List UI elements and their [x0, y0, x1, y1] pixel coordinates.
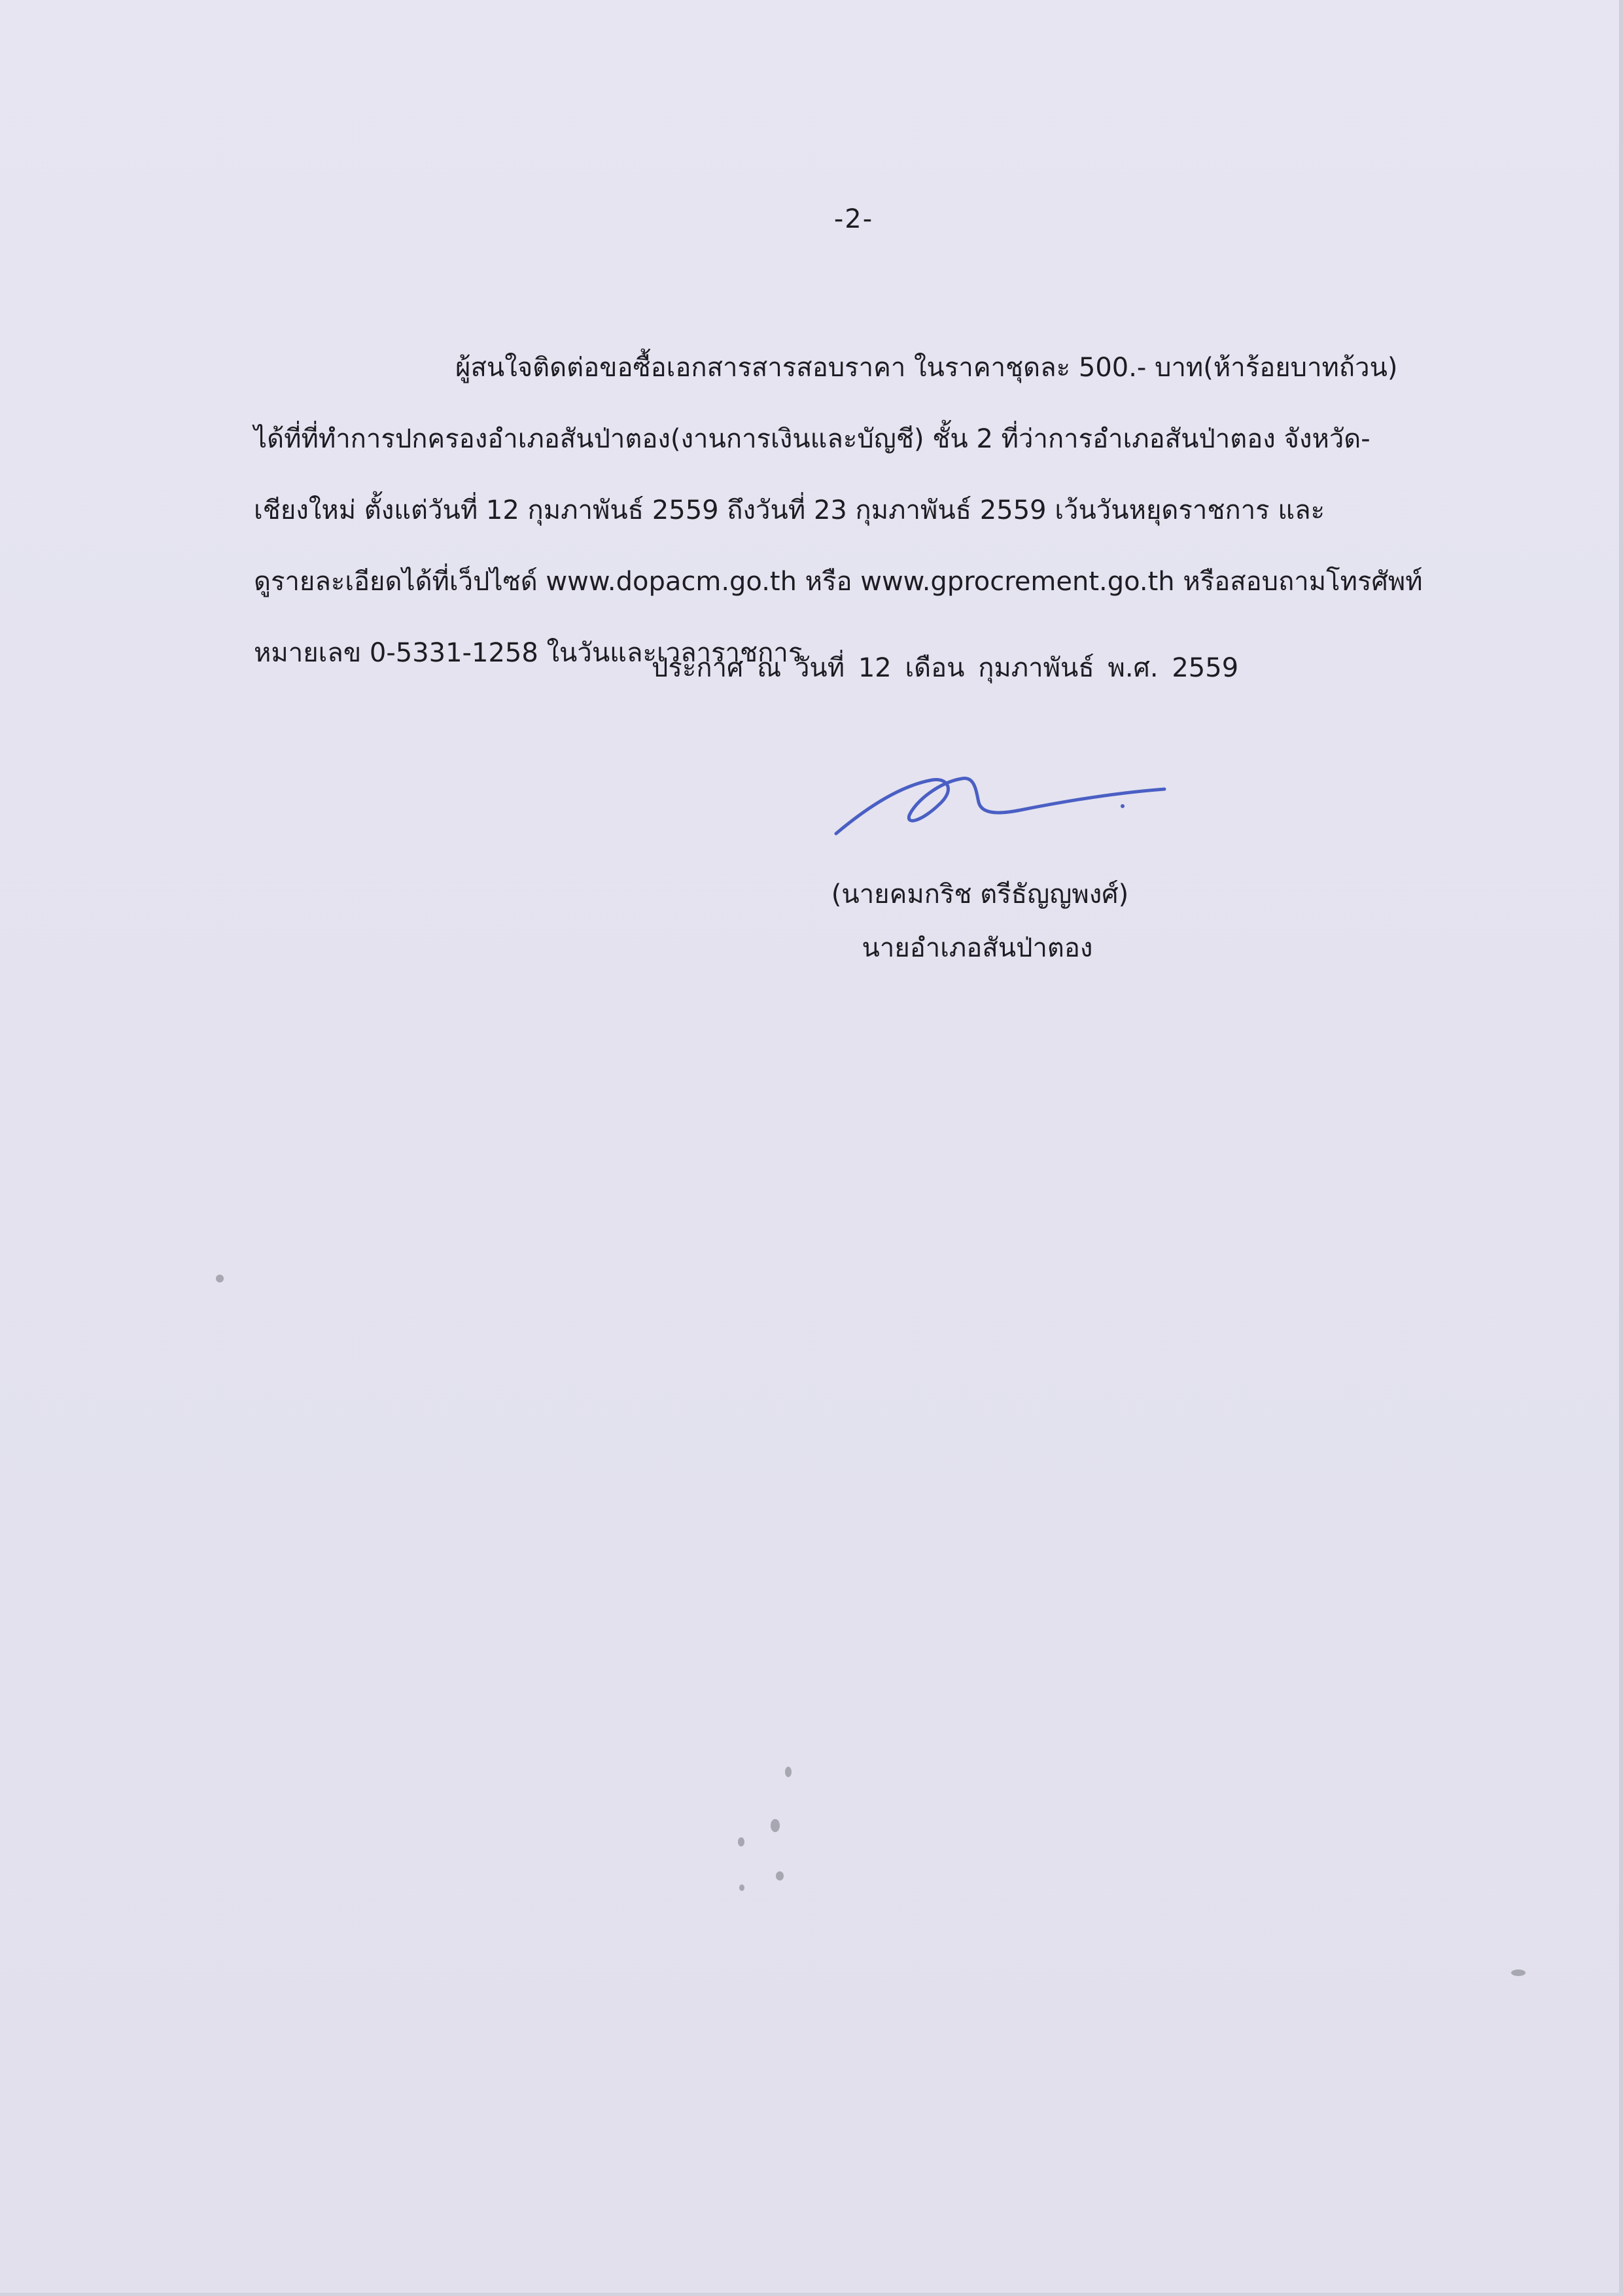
body-paragraph	[254, 332, 1452, 689]
handwritten-signature	[824, 752, 1178, 844]
paper-speck	[1511, 1969, 1526, 1976]
paper-speck	[785, 1767, 792, 1777]
paper-edge-bottom	[0, 2293, 1623, 2296]
paragraph-line: ได้ที่ที่ทำการปกครองอำเภอสันป่าตอง(งานการเงินและบัญชี) ชั้น 2 ที่ว่าการอำเภอสันป่าตอง จังหวัด-	[254, 424, 1370, 454]
page-number: -2-	[833, 204, 874, 234]
paper-speck	[739, 1884, 744, 1891]
paper-speck	[738, 1837, 744, 1846]
paper-speck	[771, 1819, 780, 1832]
paper-speck	[776, 1871, 784, 1881]
paragraph-line: เชียงใหม่ ตั้งแต่วันที่ 12 กุมภาพันธ์ 2559 ถึงวันที่ 23 กุมภาพันธ์ 2559 เว้นวันหยุดราชการ และ	[254, 495, 1325, 525]
paragraph-line: ผู้สนใจติดต่อขอซื้อเอกสารสารสอบราคา ในราคาชุดละ 500.- บาท(ห้าร้อยบาทถ้วน)	[455, 353, 1398, 383]
announcement-date: ประกาศ ณ วันที่ 12 เดือน กุมภาพันธ์ พ.ศ. 2559	[652, 653, 1239, 683]
paper-edge-right	[1619, 0, 1623, 2296]
signer-title: นายอำเภอสันป่าตอง	[862, 933, 1093, 963]
paper-speck	[216, 1275, 224, 1282]
signer-name: (นายคมกริช ตรีธัญญพงศ์)	[831, 879, 1129, 910]
paragraph-line: ดูรายละเอียดได้ที่เว็ปไซด์ www.dopacm.go.th หรือ www.gprocrement.go.th หรือสอบถามโทรศัพท์	[254, 567, 1423, 597]
paragraph-line: หมายเลข 0-5331-1258 ในวันและเวลาราชการ	[254, 638, 803, 668]
